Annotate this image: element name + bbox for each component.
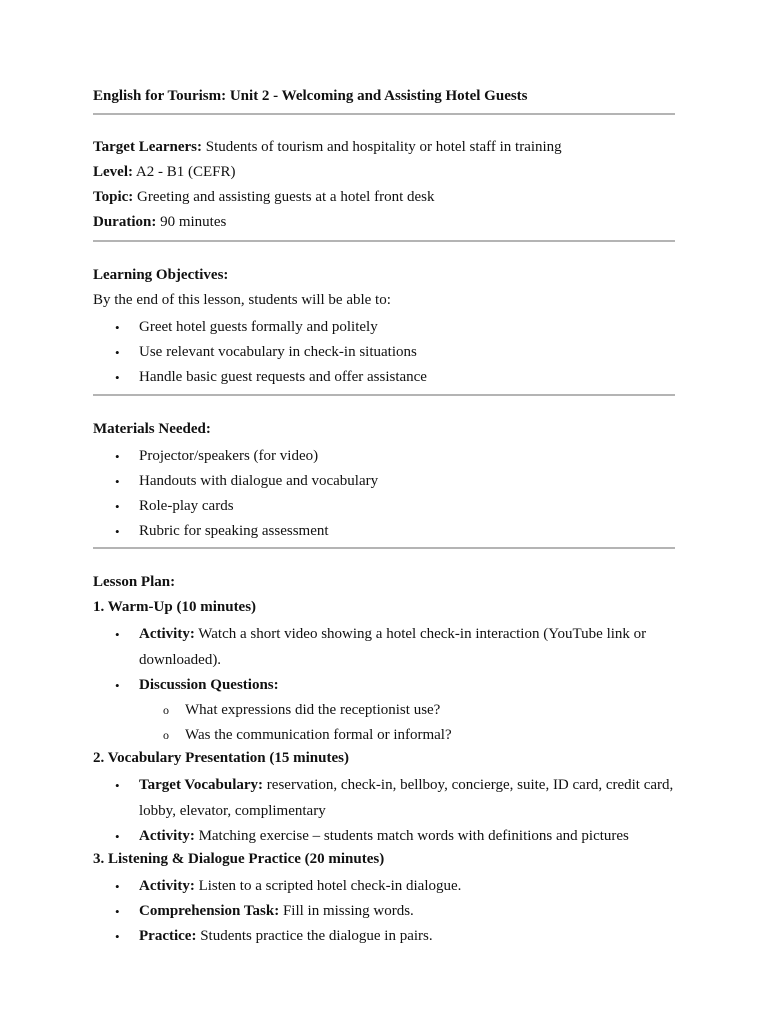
level-row (93, 162, 675, 187)
activity-label: Activity: (139, 878, 195, 895)
activity-label: Activity: (139, 827, 195, 844)
list-item-text: Role-play cards (139, 498, 234, 515)
divider (93, 113, 675, 115)
list-item-text: Projector/speakers (for video) (139, 447, 319, 464)
bullet-icon: • (115, 499, 120, 515)
circle-bullet-icon: o (163, 728, 169, 743)
topic-row (93, 187, 675, 212)
circle-bullet-icon: o (163, 703, 169, 718)
target-vocabulary-label: Target Vocabulary: (139, 777, 264, 794)
list-item (93, 773, 675, 823)
practice-value: Students practice the dialogue in pairs. (196, 928, 433, 945)
document-content (93, 86, 675, 950)
sub-list-item (93, 723, 675, 748)
list-item (93, 469, 675, 494)
divider (93, 394, 675, 396)
sub-list-item-text: What expressions did the receptionist use? (185, 702, 441, 719)
list-item (93, 824, 675, 849)
list-item (93, 494, 675, 519)
list-item-text: Use relevant vocabulary in check-in situations (139, 344, 417, 361)
list-item-text: Handouts with dialogue and vocabulary (139, 472, 379, 489)
materials-heading: Materials Needed: (93, 420, 211, 437)
topic-value: Greeting and assisting guests at a hotel front desk (133, 189, 435, 205)
activity-value: Matching exercise – students match words with definitions and pictures (194, 827, 629, 844)
list-item (93, 622, 675, 672)
sub-list-item (93, 698, 675, 723)
list-item (93, 315, 675, 340)
comprehension-task-label: Comprehension Task: (139, 903, 280, 920)
bullet-icon: • (115, 828, 120, 844)
list-item (93, 519, 675, 544)
section-heading-warm-up: 1. Warm-Up (10 minutes) (93, 599, 257, 616)
duration-row (93, 212, 675, 237)
list-item-text: Greet hotel guests formally and politely (139, 319, 378, 335)
section-heading-listening: 3. Listening & Dialogue Practice (20 minutes) (93, 851, 385, 868)
objectives-heading: Learning Objectives: (93, 267, 229, 283)
bullet-icon: • (115, 345, 120, 361)
lesson-plan-heading: Lesson Plan: (93, 574, 176, 591)
target-learners-row (93, 137, 675, 162)
practice-label: Practice: (139, 928, 197, 945)
topic-label: Topic: (93, 189, 134, 205)
list-item (93, 365, 675, 390)
comprehension-task-value: Fill in missing words. (279, 903, 414, 920)
activity-value: Listen to a scripted hotel check-in dialogue. (194, 878, 462, 895)
bullet-icon: • (115, 677, 120, 693)
list-item-text: Handle basic guest requests and offer assistance (139, 369, 427, 386)
divider (93, 240, 675, 242)
bullet-icon: • (115, 320, 120, 335)
bullet-icon: • (115, 473, 120, 489)
divider (93, 547, 675, 549)
target-vocabulary-value: reservation, check-in, bellboy, concierge, suite, ID card, credit card, lobby, elevator, complimentary (139, 777, 674, 819)
bullet-icon: • (115, 778, 120, 794)
bullet-icon: • (115, 370, 120, 386)
document-title: English for Tourism: Unit 2 - Welcoming and Assisting Hotel Guests (93, 88, 528, 104)
objectives-intro: By the end of this lesson, students will be able to: (93, 292, 391, 308)
list-item (93, 673, 675, 698)
list-item (93, 924, 675, 949)
activity-value: Watch a short video showing a hotel check-in interaction (YouTube link or downloaded). (139, 626, 647, 668)
bullet-icon: • (115, 524, 120, 540)
bullet-icon: • (115, 627, 120, 643)
bullet-icon: • (115, 448, 120, 464)
list-item (93, 899, 675, 924)
level-label: Level: (93, 164, 133, 180)
level-value: A2 - B1 (CEFR) (132, 164, 236, 180)
list-item (93, 340, 675, 365)
bullet-icon: • (115, 879, 120, 895)
duration-label: Duration: (93, 214, 157, 230)
list-item (93, 874, 675, 899)
bullet-icon: • (115, 929, 120, 945)
list-item-text: Rubric for speaking assessment (139, 523, 329, 540)
discussion-questions-label: Discussion Questions: (139, 676, 279, 693)
target-learners-value: Students of tourism and hospitality or hotel staff in training (202, 139, 562, 155)
duration-value: 90 minutes (156, 214, 227, 230)
list-item (93, 444, 675, 469)
target-learners-label: Target Learners: (93, 139, 202, 155)
section-heading-vocabulary: 2. Vocabulary Presentation (15 minutes) (93, 750, 349, 767)
activity-label: Activity: (139, 626, 195, 643)
bullet-icon: • (115, 904, 120, 920)
sub-list-item-text: Was the communication formal or informal? (185, 727, 452, 744)
